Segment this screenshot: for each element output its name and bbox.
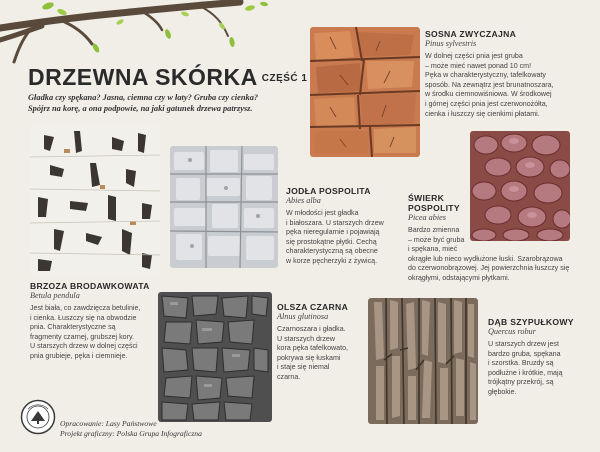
description-line: do czerwonobrązowej. Jej powierzchnia łuszczy się [408,264,570,273]
description-line: W dolnej części pnia jest gruba [425,52,523,60]
description-line: – może mieć nawet ponad 10 cm! [425,61,532,70]
description-line: w korze pęcherzyki z żywicą. [286,256,378,265]
intro-line: Gładka czy spękana? Jasna, ciemna czy w łaty? Gruba czy cienka? [28,93,259,102]
description-line: głębokie. [488,387,517,396]
species-description [488,340,574,398]
species-dab [488,317,574,398]
description-line: Jest biała, co zawdzięcza betulinie, [30,304,141,312]
species-latin-name: Quercus robur [488,327,536,336]
description-line: i szorstka. Bruzdy są [488,359,554,368]
description-line: cienka i łuszczy się cienkimi płatami. [425,109,540,118]
description-line: U starszych drzew w dolnej części [30,342,138,351]
description-line: pnia grubieje, pęka i ciemnieje. [30,351,128,360]
species-latin-name: Betula pendula [30,291,80,300]
bark-image-dab [368,298,478,424]
bark-image-sosna [310,27,420,157]
species-latin-name: Pinus sylvestris [425,39,477,48]
species-name: ŚWIERK [408,193,445,203]
description-line: i cienka. Łuszczy się na obwodzie [30,313,137,322]
bark-image-brzoza [30,125,160,275]
description-line: sposób. Na zewnątrz jest brunatnoszara, [425,80,554,89]
species-swierk [408,193,569,284]
species-latin-name: Abies alba [286,196,321,205]
description-line: – może być gruba [408,235,465,244]
lasy-panstwowe-logo-icon [20,399,56,435]
bark-image-jodla [170,146,278,268]
description-line: W młodości jest gładka [286,209,359,217]
title-text: DRZEWNA SKÓRKA [28,64,258,90]
description-line: kora pęka tafelkowato, [277,344,348,353]
description-line: pokrywa się łuskami [277,353,341,362]
species-name: DĄB SZYPUŁKOWY [488,317,574,327]
species-olsza [277,302,348,383]
description-line: U starszych drzew jest [488,340,559,348]
description-line: okrągłe lub nieco wydłużone łuski. Szarobrązowa [408,254,563,263]
description-line: się prostokątne płytki. Cechą [286,237,377,246]
description-line: i górnej części pnia jest czerwonożółta, [425,99,548,108]
description-line: bardzo gruba, spękana [488,349,561,358]
description-line: okrągłymi, odstającymi płytkami. [408,273,510,282]
description-line: Pęka w charakterystyczny, tafelkowaty [425,71,546,80]
species-description [277,325,348,383]
species-description [408,226,569,284]
description-line: w środku ciemnowiśniowa. W środkowej [425,90,552,99]
species-name: SOSNA ZWYCZAJNA [425,29,517,39]
intro-text [28,93,288,114]
species-sosna [425,29,554,119]
credit-line: Projekt graficzny: Polska Grupa Infograficzna [60,428,202,438]
page-title [28,64,307,91]
description-line: podłużne i krótkie, mają [488,368,563,377]
description-line: pnia. Charakterystyczne są [30,323,116,332]
species-description [286,209,384,267]
description-line: charakterystyczną są obecne [286,247,378,256]
species-jodla [286,186,384,267]
species-description [425,52,554,119]
description-line: i białoszara. U starszych drzew [286,218,384,227]
species-name: POSPOLITY [408,203,460,213]
species-name: BRZOZA BRODAWKOWATA [30,281,150,291]
species-description [30,304,150,362]
description-line: czarna. [277,372,301,381]
species-brzoza [30,281,150,362]
species-name: OLSZA CZARNA [277,302,349,312]
description-line: i spękana, mieć [408,245,458,254]
species-latin-name: Alnus glutinosa [277,312,329,321]
title-part: CZĘŚĆ 1 [261,73,308,85]
species-name: JODŁA POSPOLITA [286,186,371,196]
description-line: trójkątny przekrój, są [488,378,554,387]
description-line: pęka nieregularnie i pojawiają [286,228,380,237]
bark-image-olsza [158,292,272,422]
description-line: U starszych drzew [277,334,335,343]
credit-line: Opracowanie: Lasy Państwowe [60,419,157,428]
species-latin-name: Picea abies [408,213,446,222]
tree-branch-decoration [0,0,280,70]
intro-line: Spójrz na korę, a ona podpowie, na jaki gatunek drzewa patrzysz. [28,103,253,113]
description-line: i staje się niemal [277,363,330,372]
description-line: Bardzo zmienna [408,226,460,234]
description-line: Czarnoszara i gładka. [277,325,346,333]
credits [60,419,202,438]
description-line: fragmenty czarnej, grubszej kory. [30,332,134,341]
